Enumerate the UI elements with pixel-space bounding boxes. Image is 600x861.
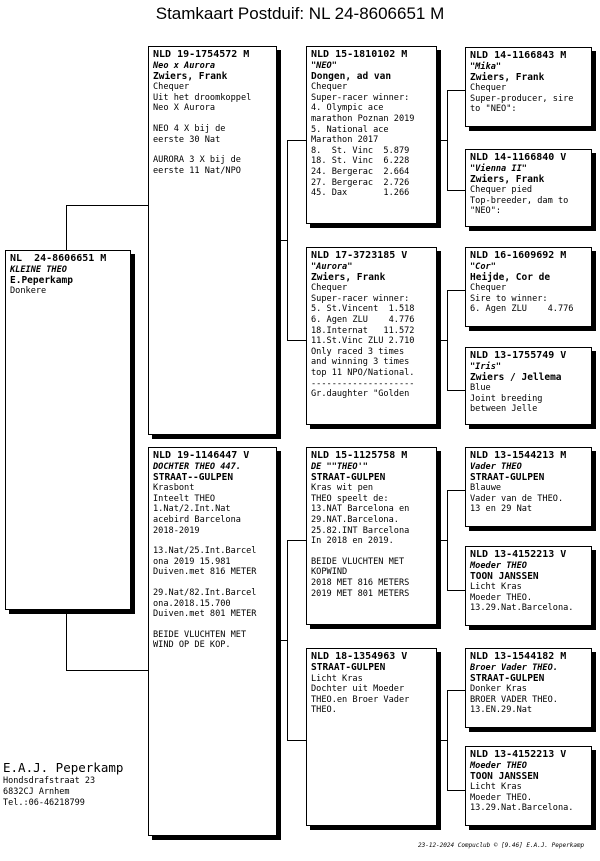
info-line: eerste 11 Nat/NPO — [153, 165, 241, 176]
pigeon-name: "Iris" — [470, 362, 502, 372]
pigeon-name: KLEINE THEO — [10, 265, 67, 275]
breeder-name: Zwiers, Frank — [470, 71, 545, 83]
info-line: Licht Kras — [311, 673, 363, 684]
info-line: WIND OP DE KOP. — [153, 640, 231, 651]
info-line: 18.Internat 11.572 — [311, 325, 415, 336]
info-line: BEIDE VLUCHTEN MET — [311, 556, 405, 567]
ring-number: NLD 16-1609692 M — [470, 250, 567, 261]
breeder-name: TOON JANSSEN — [470, 570, 539, 582]
info-line: 8. St. Vinc 5.879 — [311, 145, 410, 156]
info-line: THEO.en Broer Vader — [311, 694, 410, 705]
connector-line — [277, 640, 287, 641]
pigeon-name: "Vienna II" — [470, 164, 527, 174]
pigeon-card-ffm — [465, 149, 592, 227]
connector-line — [287, 140, 307, 141]
connector-line — [287, 540, 307, 541]
ring-number: NLD 18-1354963 V — [311, 651, 408, 662]
info-line: between Jelle — [470, 404, 538, 415]
pigeon-name: Moeder THEO — [470, 561, 527, 571]
info-line: 29.Nat/82.Int.Barcel — [153, 587, 257, 598]
info-line: 25.82.INT Barcelona — [311, 525, 410, 536]
pigeon-name: DOCHTER THEO 447. — [153, 462, 241, 472]
info-line: acebird Barcelona — [153, 514, 241, 525]
breeder-name: E.A.J. Peperkamp — [3, 760, 124, 775]
info-line: Blue — [470, 383, 491, 394]
breeder-name: Zwiers, Frank — [153, 70, 228, 82]
info-line: 18. St. Vinc 6.228 — [311, 156, 410, 167]
info-line — [153, 145, 272, 155]
info-line: Blauwe — [470, 483, 502, 494]
info-line: Krasbont — [153, 483, 195, 494]
connector-line — [287, 740, 307, 741]
info-line: THEO speelt de: — [311, 493, 389, 504]
info-line — [153, 536, 272, 546]
info-line: Super-producer, sire — [470, 93, 574, 104]
pigeon-card-fmm — [465, 347, 592, 425]
info-line: 24. Bergerac 2.664 — [311, 166, 410, 177]
info-line — [153, 114, 272, 124]
info-line: Joint breeding — [470, 393, 543, 404]
info-line: Only raced 3 times — [311, 346, 405, 357]
info-line: Licht Kras — [470, 582, 522, 593]
pigeon-card-mmm — [465, 746, 592, 826]
connector-line — [437, 340, 447, 341]
ring-number: NLD 19-1754572 M — [153, 49, 250, 60]
info-line: Duiven.met 816 METER — [153, 567, 257, 578]
breeder-city: 6832CJ Arnhem — [3, 787, 70, 797]
info-line: BEIDE VLUCHTEN MET — [153, 629, 247, 640]
ring-number: NLD 17-3723185 V — [311, 250, 408, 261]
info-line: KOPWIND — [311, 567, 348, 578]
pigeon-card-sire-of-mother — [306, 447, 437, 625]
info-line: Super-racer winner: — [311, 92, 410, 103]
pigeon-card-dam-of-mother — [306, 648, 437, 826]
info-line: Inteelt THEO — [153, 493, 216, 504]
pigeon-name: DE ""THEO'" — [311, 462, 368, 472]
ring-number: NL 24-8606651 M — [10, 253, 107, 264]
pigeon-name: Vader THEO — [470, 462, 522, 472]
info-line: Moeder THEO. — [470, 592, 533, 603]
connector-line — [447, 190, 465, 191]
breeder-name: Heijde, Cor de — [470, 271, 551, 283]
pigeon-card-mmf — [465, 648, 592, 728]
breeder-name: TOON JANSSEN — [470, 770, 539, 782]
info-line: 29.NAT.Barcelona. — [311, 514, 399, 525]
connector-line — [447, 90, 448, 190]
breeder-phone: Tel.:06-46218799 — [3, 798, 85, 808]
breeder-name: STRAAT-GULPEN — [470, 672, 545, 684]
info-line: Neo X Aurora — [153, 103, 216, 114]
breeder-name: Zwiers, Frank — [470, 173, 545, 185]
info-line: In 2018 en 2019. — [311, 536, 394, 547]
info-line: NEO 4 X bij de — [153, 123, 226, 134]
info-line: 27. Bergerac 2.726 — [311, 177, 410, 188]
info-line: Sire to winner: — [470, 293, 548, 304]
info-line: Chequer pied — [470, 185, 533, 196]
info-line: and winning 3 times — [311, 357, 410, 368]
connector-line — [287, 140, 288, 340]
pigeon-card-fmf — [465, 247, 592, 327]
info-line: eerste 30 Nat — [153, 134, 221, 145]
info-line: 6. Agen ZLU 4.776 — [311, 314, 415, 325]
info-line: Marathon 2017 — [311, 135, 379, 146]
pigeon-card-mfm — [465, 546, 592, 626]
info-line: Chequer — [311, 82, 348, 93]
page-title: Stamkaart Postduif: NL 24-8606651 M — [155, 4, 445, 23]
connector-line — [447, 90, 465, 91]
connector-line — [447, 290, 465, 291]
connector-line — [437, 540, 447, 541]
connector-line — [277, 240, 287, 241]
info-line: 5. National ace — [311, 124, 389, 135]
info-line: AURORA 3 X bij de — [153, 155, 241, 166]
ring-number: NLD 13-4152213 V — [470, 749, 567, 760]
info-line: ona.2018.15.700 — [153, 598, 231, 609]
connector-line — [66, 205, 67, 250]
connector-line — [447, 490, 465, 491]
connector-line — [447, 690, 465, 691]
connector-line — [447, 490, 448, 590]
connector-line — [66, 610, 67, 670]
ring-number: NLD 14-1166843 M — [470, 50, 567, 61]
info-line: Super-racer winner: — [311, 293, 410, 304]
connector-line — [287, 340, 307, 341]
info-line: 45. Dax 1.266 — [311, 188, 410, 199]
connector-line — [287, 540, 288, 740]
pigeon-name: "NEO" — [311, 61, 337, 71]
info-line: Duiven.met 801 METER — [153, 609, 257, 620]
info-line: Dochter uit Moeder — [311, 684, 405, 695]
info-line: 13.Nat/25.Int.Barcel — [153, 546, 257, 557]
ring-number: NLD 14-1166840 V — [470, 152, 567, 163]
info-line: 2019 MET 801 METERS — [311, 588, 410, 599]
info-line: top 11 NPO/National. — [311, 367, 415, 378]
connector-line — [66, 670, 148, 671]
connector-line — [66, 205, 148, 206]
ring-number: NLD 13-1544213 M — [470, 450, 567, 461]
info-line: Kras wit pen — [311, 483, 374, 494]
info-line: Gr.daughter "Golden — [311, 389, 410, 400]
info-line — [153, 620, 272, 630]
info-line: ona 2019 15.981 — [153, 556, 231, 567]
info-line: 2018 MET 816 METERS — [311, 577, 410, 588]
info-line: -------------------- — [311, 378, 415, 389]
connector-line — [437, 140, 447, 141]
pigeon-card-dam-of-father — [306, 247, 437, 425]
footer-text: 23-12-2024 Compuclub © [9.46] E.A.J. Peperkamp — [418, 842, 585, 849]
info-line: Chequer — [470, 83, 507, 94]
breeder-name: STRAAT--GULPEN — [153, 471, 234, 483]
info-line: Chequer — [470, 283, 507, 294]
pigeon-card-mother — [148, 447, 277, 836]
pigeon-name: Broer Vader THEO. — [470, 663, 558, 673]
info-line: Donkere — [10, 286, 47, 297]
breeder-name: Dongen, ad van — [311, 70, 392, 82]
pigeon-card-fff — [465, 47, 592, 127]
connector-line — [437, 740, 447, 741]
pigeon-name: Neo x Aurora — [153, 61, 216, 71]
info-line: Top-breeder, dam to — [470, 195, 569, 206]
breeder-name: STRAAT-GULPEN — [311, 662, 386, 673]
breeder-name: STRAAT-GULPEN — [311, 471, 386, 483]
breeder-name: Zwiers / Jellema — [470, 371, 562, 383]
pigeon-card-father — [148, 46, 277, 435]
info-line: 13.NAT Barcelona en — [311, 504, 410, 515]
ring-number: NLD 13-1755749 V — [470, 350, 567, 361]
info-line: Donker Kras — [470, 684, 527, 695]
connector-line — [447, 790, 465, 791]
info-line: Moeder THEO. — [470, 792, 533, 803]
pigeon-name: "Aurora" — [311, 262, 353, 272]
info-line: Chequer — [153, 82, 190, 93]
breeder-name: Zwiers, Frank — [311, 271, 386, 283]
info-line: 6. Agen ZLU 4.776 — [470, 304, 574, 315]
connector-line — [447, 390, 465, 391]
breeder-address — [3, 760, 123, 809]
pigeon-name: "Cor" — [470, 262, 496, 272]
pigeon-name: Moeder THEO — [470, 761, 527, 771]
breeder-name: E.Peperkamp — [10, 274, 73, 286]
info-line — [311, 547, 432, 557]
info-line: 13.EN.29.Nat — [470, 705, 533, 716]
info-line: 4. Olympic ace — [311, 103, 384, 114]
info-line: 5. St.Vincent 1.518 — [311, 304, 415, 315]
info-line: THEO. — [311, 705, 337, 716]
info-line: 13.29.Nat.Barcelona. — [470, 603, 574, 614]
info-line — [153, 578, 272, 588]
info-line: Chequer — [311, 283, 348, 294]
ring-number: NLD 15-1125758 M — [311, 450, 408, 461]
info-line: Licht Kras — [470, 782, 522, 793]
info-line: 2018-2019 — [153, 525, 200, 536]
connector-line — [447, 590, 465, 591]
info-line: marathon Poznan 2019 — [311, 113, 415, 124]
info-line: BROER VADER THEO. — [470, 694, 558, 705]
breeder-street: Hondsdrafstraat 23 — [3, 776, 96, 786]
breeder-name: STRAAT-GULPEN — [470, 471, 545, 483]
info-line: 13 en 29 Nat — [470, 504, 533, 515]
pigeon-name: "Mika" — [470, 62, 502, 72]
pigeon-card-sire-of-father — [306, 46, 437, 224]
info-line: to "NEO": — [470, 104, 517, 115]
info-line: 13.29.Nat.Barcelona. — [470, 803, 574, 814]
ring-number: NLD 15-1810102 M — [311, 49, 408, 60]
info-line: Vader van de THEO. — [470, 493, 564, 504]
ring-number: NLD 13-1544182 M — [470, 651, 567, 662]
pigeon-card-subject — [5, 250, 131, 610]
info-line: Uit het droomkoppel — [153, 92, 252, 103]
info-line: 11.St.Vinc ZLU 2.710 — [311, 336, 415, 347]
ring-number: NLD 13-4152213 V — [470, 549, 567, 560]
info-line: 1.Nat/2.Int.Nat — [153, 504, 231, 515]
info-line: "NEO": — [470, 206, 502, 217]
pigeon-card-mff — [465, 447, 592, 527]
connector-line — [447, 290, 448, 390]
ring-number: NLD 19-1146447 V — [153, 450, 250, 461]
connector-line — [447, 690, 448, 790]
